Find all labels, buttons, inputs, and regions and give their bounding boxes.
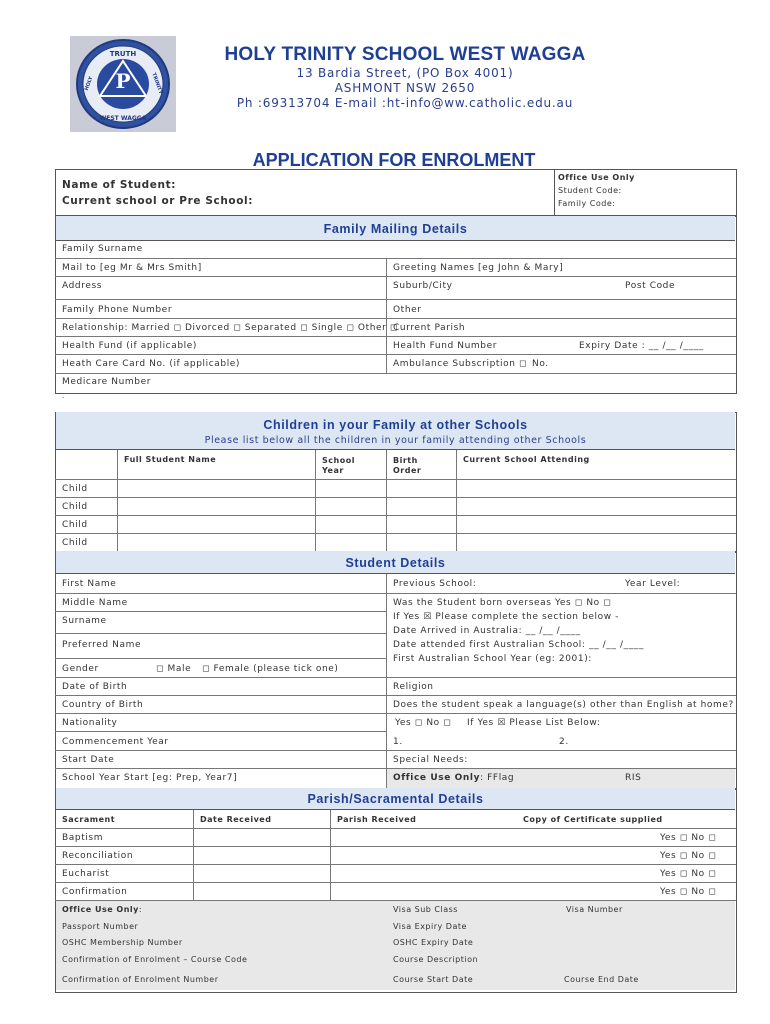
language-2[interactable]: 2. (559, 737, 569, 747)
family-code[interactable]: Family Code: (558, 199, 616, 208)
relationship[interactable]: Relationship: Married ◻ Divorced ◻ Separated ◻ Single ◻ Other ◻ (62, 323, 398, 333)
course-start-date[interactable]: Course Start Date (393, 975, 474, 984)
col-date-received: Date Received (200, 815, 272, 824)
other-phone[interactable]: Other (393, 305, 422, 315)
logo-text-left: HOLY (83, 75, 95, 92)
parish-heading: Parish/Sacramental Details (307, 792, 484, 806)
logo-text-top: TRUTH (109, 50, 137, 58)
course-description[interactable]: Course Description (393, 955, 479, 964)
first-name[interactable]: First Name (62, 579, 117, 589)
col-school-year-2: Year (322, 466, 344, 475)
child-row[interactable]: Child (62, 484, 88, 494)
year-level[interactable]: Year Level: (625, 579, 681, 589)
col-school-year-1: School (322, 456, 355, 465)
language-question[interactable]: Does the student speak a language(s) other than English at home? (393, 700, 734, 710)
expiry-date[interactable]: Expiry Date : __ /__ /____ (579, 341, 704, 351)
student-code[interactable]: Student Code: (558, 186, 622, 195)
born-overseas[interactable]: Was the Student born overseas Yes ◻ No ◻ (393, 598, 612, 608)
fflag-label: : FFlag (480, 773, 515, 783)
office-use-fflag (393, 773, 514, 783)
stray-dot: . (62, 392, 65, 400)
post-code[interactable]: Post Code (625, 281, 676, 291)
ambulance-subscription[interactable]: Ambulance Subscription ◻ (393, 359, 528, 369)
col-sacrament: Sacrament (62, 815, 116, 824)
office-use-footer-label: Office Use Only (62, 905, 139, 914)
logo-letter: P (115, 69, 131, 93)
sacrament-row[interactable]: Eucharist (62, 869, 110, 879)
family-surname[interactable]: Family Surname (62, 244, 143, 254)
medicare-number[interactable]: Medicare Number (62, 377, 152, 387)
child-row[interactable]: Child (62, 520, 88, 530)
visa-number[interactable]: Visa Number (566, 905, 623, 914)
date-attended[interactable]: Date attended first Australian School: __ /__ /____ (393, 640, 644, 650)
date-of-birth[interactable]: Date of Birth (62, 682, 128, 692)
col-full-student-name: Full Student Name (124, 455, 217, 464)
contact-line: Ph :69313704 E-mail :ht-info@ww.catholic.edu.au (236, 96, 574, 110)
child-row[interactable]: Child (62, 538, 88, 548)
visa-sub-class[interactable]: Visa Sub Class (393, 905, 458, 914)
start-date[interactable]: Start Date (62, 755, 115, 765)
school-name: HOLY TRINITY SCHOOL WEST WAGGA (224, 44, 586, 65)
greeting-names[interactable]: Greeting Names [eg John & Mary] (393, 263, 564, 273)
current-school-label[interactable]: Current school or Pre School: (62, 195, 254, 207)
school-year-start[interactable]: School Year Start [eg: Prep, Year7] (62, 773, 238, 783)
ris-label: RIS (625, 773, 642, 783)
col-parish-received: Parish Received (337, 815, 417, 824)
suburb[interactable]: Suburb/City (393, 281, 453, 291)
confirmation-number[interactable]: Confirmation of Enrolment Number (62, 975, 219, 984)
children-subheading: Please list below all the children in your family attending other Schools (204, 435, 587, 446)
middle-name[interactable]: Middle Name (62, 598, 128, 608)
sacrament-row[interactable]: Confirmation (62, 887, 128, 897)
country-of-birth[interactable]: Country of Birth (62, 700, 144, 710)
logo-text-right: TRINITY (150, 72, 164, 96)
course-end-date[interactable]: Course End Date (564, 975, 639, 984)
first-school-year[interactable]: First Australian School Year (eg: 2001): (393, 654, 592, 664)
if-yes-note[interactable]: If Yes ☒ Please complete the section below - (393, 612, 619, 622)
family-heading: Family Mailing Details (323, 222, 468, 236)
office-use-label: Office Use Only (393, 773, 481, 783)
address-line1: 13 Bardia Street, (PO Box 4001) (296, 66, 514, 80)
student-heading: Student Details (345, 556, 446, 570)
address[interactable]: Address (62, 281, 103, 291)
confirmation-course-code[interactable]: Confirmation of Enrolment – Course Code (62, 955, 248, 964)
current-parish[interactable]: Current Parish (393, 323, 466, 333)
language-1[interactable]: 1. (393, 737, 403, 747)
health-fund[interactable]: Health Fund (if applicable) (62, 341, 197, 351)
date-arrived[interactable]: Date Arrived in Australia: __ /__ /____ (393, 626, 581, 636)
children-heading: Children in your Family at other Schools (263, 418, 528, 432)
child-row[interactable]: Child (62, 502, 88, 512)
certificate-yes-no[interactable]: Yes ◻ No ◻ (660, 833, 717, 843)
form-title: APPLICATION FOR ENROLMENT (252, 150, 536, 170)
certificate-yes-no[interactable]: Yes ◻ No ◻ (660, 887, 717, 897)
commencement-year[interactable]: Commencement Year (62, 737, 169, 747)
family-phone[interactable]: Family Phone Number (62, 305, 173, 315)
office-use-title: Office Use Only (558, 173, 635, 182)
certificate-yes-no[interactable]: Yes ◻ No ◻ (660, 851, 717, 861)
sacrament-row[interactable]: Reconciliation (62, 851, 134, 861)
gender-label: Gender (62, 664, 99, 674)
col-current-school: Current School Attending (463, 455, 590, 464)
col-copy-certificate: Copy of Certificate supplied (523, 815, 663, 824)
preferred-name[interactable]: Preferred Name (62, 640, 142, 650)
sacrament-row[interactable]: Baptism (62, 833, 104, 843)
language-if-yes[interactable]: If Yes ☒ Please List Below: (467, 718, 601, 728)
mail-to[interactable]: Mail to [eg Mr & Mrs Smith] (62, 263, 202, 273)
logo-text-bottom: WEST WAGGA (99, 115, 147, 122)
nationality[interactable]: Nationality (62, 718, 118, 728)
surname[interactable]: Surname (62, 616, 107, 626)
passport-number[interactable]: Passport Number (62, 922, 139, 931)
language-yes-no[interactable]: Yes ◻ No ◻ (395, 718, 452, 728)
gender-male[interactable]: ◻ Male (156, 664, 192, 674)
col-birth-order-1: Birth (393, 456, 418, 465)
oshc-membership[interactable]: OSHC Membership Number (62, 938, 183, 947)
special-needs[interactable]: Special Needs: (393, 755, 468, 765)
ambulance-no[interactable]: No. (532, 359, 549, 369)
oshc-expiry[interactable]: OSHC Expiry Date (393, 938, 474, 947)
visa-expiry[interactable]: Visa Expiry Date (393, 922, 467, 931)
gender-female[interactable]: ◻ Female (please tick one) (202, 664, 339, 674)
student-name-label[interactable]: Name of Student: (62, 179, 177, 191)
certificate-yes-no[interactable]: Yes ◻ No ◻ (660, 869, 717, 879)
previous-school[interactable]: Previous School: (393, 579, 477, 589)
religion[interactable]: Religion (393, 682, 434, 692)
col-birth-order-2: Order (393, 466, 422, 475)
office-use-footer-title (62, 905, 142, 914)
address-line2: ASHMONT NSW 2650 (334, 81, 476, 95)
heath-care-card[interactable]: Heath Care Card No. (if applicable) (62, 359, 241, 369)
office-use-footer-colon: : (138, 905, 143, 914)
health-fund-number[interactable]: Health Fund Number (393, 341, 498, 351)
